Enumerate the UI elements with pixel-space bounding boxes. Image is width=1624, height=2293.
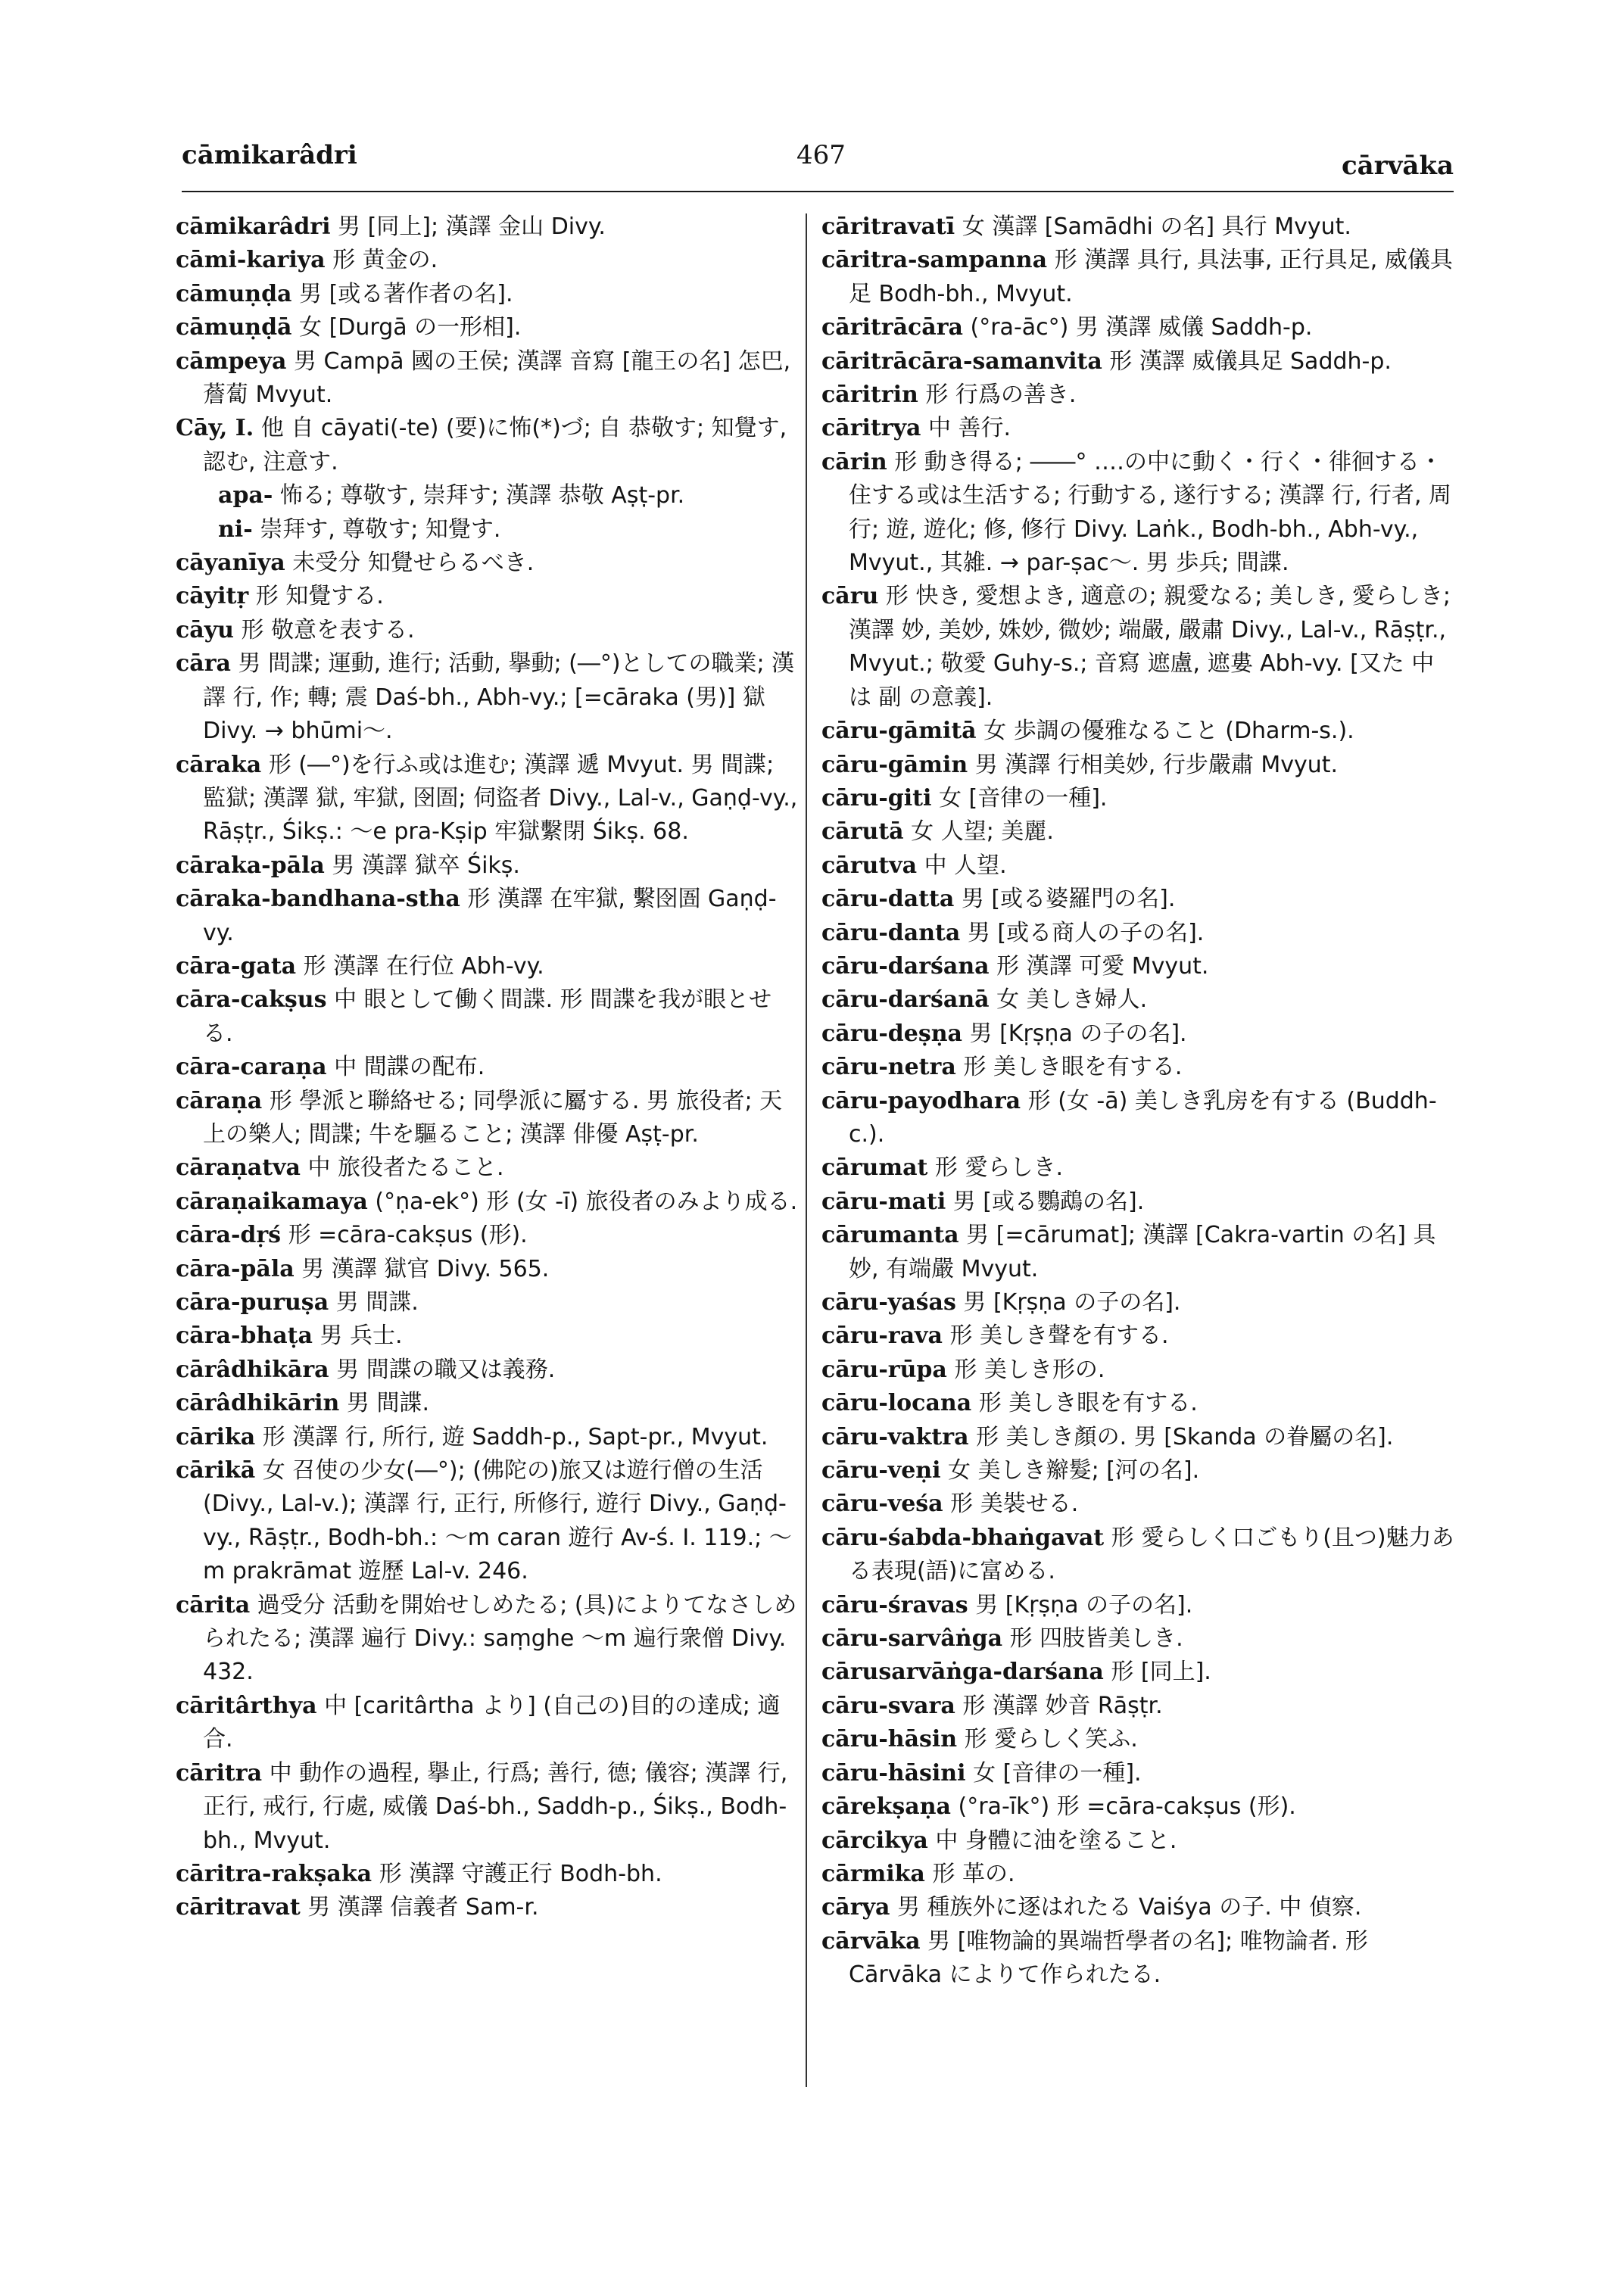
dictionary-entry — [176, 1589, 800, 1690]
entry-headword: cārumanta — [821, 1222, 959, 1249]
entry-headword: cāmpeya — [176, 347, 287, 375]
entry-headword: cārusarvāṅga-darśana — [821, 1659, 1104, 1686]
dictionary-entry — [821, 1589, 1457, 1622]
entry-definition: 形 美しき聲を有する. — [949, 1323, 1169, 1350]
dictionary-entry — [821, 1656, 1457, 1689]
entry-headword: cāru-rava — [821, 1323, 943, 1350]
left-column — [176, 210, 800, 1925]
entry-definition: 女 美しき婦人. — [996, 986, 1148, 1014]
dictionary-entry — [176, 749, 800, 849]
entry-definition: 中 間諜の配布. — [334, 1054, 485, 1081]
dictionary-entry — [176, 1690, 800, 1757]
entry-headword: cāra-gata — [176, 952, 297, 980]
dictionary-entry — [176, 1286, 800, 1319]
entry-headword: cāru-gāmitā — [821, 718, 977, 745]
dictionary-entry — [821, 244, 1457, 311]
dictionary-entry — [176, 1085, 800, 1152]
entry-definition: 形 快き, 愛想よき, 適意の; 親愛なる; 美しき, 愛らしき; 漢譯 妙, 美妙, 姝妙, 微妙; 端嚴, 嚴肅 Divy., Lal-v., Rāṣṭr., Mvyut.; 敬愛 Guhy-s.; 音寫 遮盧, 遮婁 Abh-vy. [又た 中 は 副 の意義]. — [849, 583, 1451, 711]
dictionary-entry — [176, 1757, 800, 1858]
entry-headword: cāraka — [176, 751, 262, 778]
entry-headword: cāra-puruṣa — [176, 1289, 329, 1316]
entry-headword: cāru-hāsini — [821, 1759, 966, 1787]
entry-definition: 男 [同上]; 漢譯 金山 Divy. — [338, 213, 606, 240]
entry-definition: 女 [Durgā の一形相]. — [299, 314, 522, 341]
entry-headword: cāru-locana — [821, 1390, 972, 1417]
dictionary-entry — [821, 1891, 1457, 1924]
dictionary-entry — [176, 412, 800, 479]
dictionary-entry — [821, 917, 1457, 950]
entry-headword: cāritrācāra-samanvita — [821, 347, 1102, 375]
entry-headword: cāru-danta — [821, 919, 961, 946]
right-column — [821, 210, 1457, 1992]
entry-headword: cārutā — [821, 818, 904, 846]
entry-headword: apa- — [218, 482, 273, 509]
dictionary-entry — [176, 1858, 800, 1891]
entry-headword: cāra — [176, 650, 231, 678]
entry-headword: cāru-darśanā — [821, 986, 990, 1014]
entry-definition: 形 漢譯 在行位 Abh-vy. — [303, 952, 544, 980]
entry-headword: cāraka-pāla — [176, 852, 325, 879]
entry-headword: cāritârthya — [176, 1692, 317, 1719]
dictionary-entry — [821, 1286, 1457, 1319]
entry-headword: cāru-gāmin — [821, 751, 968, 778]
entry-definition: 形 行爲の善き. — [925, 382, 1077, 409]
page-header — [0, 140, 1624, 185]
entry-headword: cāritra-rakṣaka — [176, 1860, 372, 1887]
entry-headword: cāyitṛ — [176, 583, 249, 610]
entry-headword: cāmikarâdri — [176, 213, 331, 240]
dictionary-entry — [821, 1151, 1457, 1185]
entry-headword: cāra-dṛś — [176, 1222, 282, 1249]
entry-definition: 中 [caritârtha より] (自己の)目的の達成; 適合. — [203, 1692, 781, 1753]
entry-definition: 男 種族外に逐はれたる Vaiśya の子. 中 偵察. — [896, 1894, 1362, 1921]
dictionary-entry — [176, 244, 800, 277]
dictionary-entry — [176, 1185, 800, 1219]
entry-definition: 女 人望; 美麗. — [911, 818, 1054, 846]
entry-headword: cāru-svara — [821, 1692, 955, 1719]
entry-definition: 男 [唯物論的異端哲學者の名]; 唯物論者. 形 Cārvāka によりて作られたる. — [849, 1927, 1368, 1989]
entry-definition: 女 [音律の一種]. — [938, 784, 1108, 812]
entry-definition: 男 [或る商人の子の名]. — [967, 919, 1205, 946]
dictionary-entry — [176, 647, 800, 748]
entry-definition: 形 漢譯 可愛 Mvyut. — [996, 952, 1209, 980]
dictionary-entry — [821, 983, 1457, 1017]
entry-definition: 男 [或る婆羅門の名]. — [961, 886, 1176, 913]
dictionary-entry — [176, 1454, 800, 1589]
entry-headword: cāmuṇḍa — [176, 280, 292, 307]
entry-definition: 形 (女 -ā) 美しき乳房を有する (Buddh-c.). — [849, 1087, 1437, 1148]
entry-definition: 形 漢譯 在牢獄, 繫囹圄 Gaṇḍ-vy. — [203, 886, 777, 946]
dictionary-entry — [821, 1085, 1457, 1152]
entry-headword: cāritrin — [821, 382, 918, 409]
entry-headword: cāritra-sampanna — [821, 247, 1048, 274]
entry-definition: 形 美しき眼を有する. — [963, 1054, 1183, 1081]
dictionary-entry — [176, 278, 800, 311]
entry-headword: cāru-darśana — [821, 952, 990, 980]
entry-headword: cārmika — [821, 1860, 925, 1887]
dictionary-entry — [821, 1354, 1457, 1387]
entry-headword: cāra-pāla — [176, 1255, 295, 1282]
entry-headword: cāritravat — [176, 1894, 301, 1921]
dictionary-entry — [821, 412, 1457, 445]
entry-definition: 形 美裝せる. — [950, 1491, 1079, 1518]
entry-definition: 男 [Kṛṣṇa の子の名]. — [963, 1289, 1181, 1316]
entry-definition: 形 (―°)を行ふ或は進む; 漢譯 遞 Mvyut. 男 間諜; 監獄; 漢譯 獄, 牢獄, 囹圄; 伺盜者 Divy., Lal-v., Gaṇḍ-vy., Rāṣṭr., Śikṣ.: ～e pra-Kṣip 牢獄繫閉 Śikṣ. 68. — [203, 751, 798, 846]
entry-definition: 男 漢譯 信義者 Sam-r. — [307, 1894, 539, 1921]
entry-headword: cāru-deṣṇa — [821, 1020, 962, 1047]
dictionary-entry — [176, 547, 800, 580]
column-divider — [806, 213, 807, 2087]
entry-definition: 男 [Kṛṣṇa の子の名]. — [975, 1591, 1193, 1618]
dictionary-entry — [821, 1017, 1457, 1051]
dictionary-entry — [821, 580, 1457, 715]
dictionary-entry — [821, 311, 1457, 344]
entry-definition: 男 [=cārumat]; 漢譯 [Cakra-vartin の名] 具妙, 有端嚴 Mvyut. — [849, 1222, 1436, 1282]
entry-definition: 形 知覺する. — [255, 583, 384, 610]
entry-headword: cārika — [176, 1423, 256, 1450]
entry-definition: 形 敬意を表する. — [241, 616, 415, 643]
entry-headword: cāru-veṇi — [821, 1457, 941, 1485]
dictionary-entry — [176, 983, 800, 1051]
dictionary-entry — [821, 1858, 1457, 1891]
dictionary-entry — [176, 513, 800, 547]
dictionary-entry — [821, 1051, 1457, 1084]
entry-definition: 中 動作の過程, 擧止, 行爲; 善行, 德; 儀容; 漢譯 行, 正行, 戒行, 行處, 威儀 Daś-bh., Saddh-p., Śikṣ., Bodh-bh., Mvyut. — [203, 1759, 788, 1854]
dictionary-entry — [176, 950, 800, 983]
entry-definition: 形 愛らしく口ごもり(且つ)魅力ある表現(語)に富める. — [849, 1524, 1454, 1585]
entry-headword: cārita — [176, 1591, 251, 1618]
entry-headword: cāritrācāra — [821, 314, 963, 341]
dictionary-entry — [821, 950, 1457, 983]
entry-headword: cārikā — [176, 1457, 256, 1485]
entry-headword: cāritra — [176, 1759, 263, 1787]
dictionary-entry — [176, 1319, 800, 1353]
entry-headword: Cāy, I. — [176, 415, 254, 442]
entry-headword: cāyanīya — [176, 550, 285, 577]
entry-definition: 形 漢譯 威儀具足 Saddh-p. — [1109, 347, 1392, 375]
dictionary-entry — [176, 1891, 800, 1924]
entry-definition: 男 [Kṛṣṇa の子の名]. — [969, 1020, 1187, 1047]
entry-headword: cāraṇa — [176, 1087, 263, 1114]
entry-definition: 形 動き得る; ――° ‥‥の中に動く・行く・徘徊する・住する或は生活する; 行動する, 遂行する; 漢譯 行, 行者, 周行; 遊, 遊化; 修, 修行 Divy. Laṅk., Bodh-bh., Abh-vy., Mvyut., 其雑. → par-ṣac～. 男 歩兵; 間諜. — [849, 448, 1452, 577]
dictionary-entry — [821, 815, 1457, 849]
dictionary-entry — [821, 1824, 1457, 1858]
running-head-left: cāmikarâdri — [182, 140, 357, 170]
entry-headword: cārutva — [821, 852, 918, 879]
entry-definition: 形 =cāra-cakṣus (形). — [288, 1222, 528, 1249]
entry-definition: 過受分 活動を開始せしめたる; (具)によりてなさしめられたる; 漢譯 遍行 Divy.: saṃghe ～m 遍行衆僧 Divy. 432. — [203, 1591, 797, 1686]
dictionary-entry — [821, 446, 1457, 581]
dictionary-entry — [176, 1253, 800, 1286]
dictionary-entry — [821, 1622, 1457, 1656]
entry-definition: 男 漢譯 行相美妙, 行步嚴肅 Mvyut. — [974, 751, 1339, 778]
entry-definition: 男 間諜; 運動, 進行; 活動, 擧動; (―°)としての職業; 漢譯 行, 作; 轉; 震 Daś-bh., Abh-vy.; [=cāraka (男)] 獄 Divy. → bhūmi～. — [203, 650, 795, 745]
dictionary-entry — [821, 210, 1457, 244]
entry-definition: 男 間諜. — [346, 1390, 429, 1417]
dictionary-entry — [821, 1522, 1457, 1589]
entry-headword: cāru-netra — [821, 1054, 956, 1081]
dictionary-entry — [176, 1387, 800, 1420]
dictionary-entry — [176, 210, 800, 244]
entry-headword: cāmuṇḍā — [176, 314, 292, 341]
dictionary-entry — [176, 1219, 800, 1252]
dictionary-entry — [176, 479, 800, 512]
entry-headword: cāru-datta — [821, 886, 955, 913]
entry-definition: (°ra-īk°) 形 =cāra-cakṣus (形). — [958, 1793, 1296, 1821]
dictionary-entry — [821, 1421, 1457, 1454]
entry-headword: cāru-śabda-bhaṅgavat — [821, 1524, 1105, 1551]
entry-definition: (°ṇa-ek°) 形 (女 -ī) 旅役者のみより成る. — [375, 1188, 798, 1215]
entry-headword: cāru-sarvâṅga — [821, 1625, 1003, 1653]
entry-headword: cāru-giti — [821, 784, 932, 812]
dictionary-entry — [176, 345, 800, 413]
dictionary-entry — [821, 782, 1457, 815]
running-head-right: cārvāka — [1341, 151, 1454, 181]
entry-definition: 女 美しき辮髮; [河の名]. — [948, 1457, 1200, 1485]
entry-headword: cārâdhikārin — [176, 1390, 340, 1417]
dictionary-entry — [821, 883, 1457, 916]
entry-definition: 形 四肢皆美しき. — [1009, 1625, 1183, 1653]
entry-definition: 女 [音律の一種]. — [973, 1759, 1142, 1787]
dictionary-entry — [821, 1690, 1457, 1723]
entry-headword: cārcikya — [821, 1827, 928, 1854]
entry-headword: cārin — [821, 448, 887, 475]
entry-definition: 中 善行. — [928, 415, 1011, 442]
dictionary-entry — [821, 1488, 1457, 1521]
dictionary-entry — [821, 849, 1457, 883]
entry-definition: 女 歩調の優雅なること (Dharm-s.). — [983, 718, 1354, 745]
entry-definition: 未受分 知覺せらるべき. — [292, 550, 535, 577]
dictionary-entry — [821, 1454, 1457, 1488]
dictionary-entry — [821, 715, 1457, 748]
entry-headword: cāru — [821, 583, 879, 610]
entry-definition: 中 旅役者たること. — [307, 1154, 504, 1182]
entry-headword: cāra-caraṇa — [176, 1054, 327, 1081]
entry-headword: cāraṇatva — [176, 1154, 301, 1182]
entry-headword: ni- — [218, 516, 253, 543]
entry-definition: 形 愛らしく笑ふ. — [964, 1726, 1138, 1753]
entry-headword: cāru-mati — [821, 1188, 946, 1215]
entry-definition: 形 美しき眼を有する. — [978, 1390, 1198, 1417]
entry-definition: 中 身體に油を塗ること. — [935, 1827, 1177, 1854]
entry-headword: cāmi-kariya — [176, 247, 326, 274]
dictionary-entry — [176, 1051, 800, 1084]
dictionary-entry — [821, 1757, 1457, 1790]
entry-headword: cāru-vaktra — [821, 1423, 969, 1450]
dictionary-entry — [176, 883, 800, 950]
entry-headword: cāru-veśa — [821, 1491, 943, 1518]
entry-definition: 中 人望. — [924, 852, 1007, 879]
entry-headword: cārvāka — [821, 1927, 921, 1955]
entry-headword: cāru-śravas — [821, 1591, 968, 1618]
dictionary-entry — [176, 1151, 800, 1185]
entry-definition: (°ra-āc°) 男 漢譯 威儀 Saddh-p. — [970, 314, 1313, 341]
entry-definition: 男 漢譯 獄官 Divy. 565. — [301, 1255, 550, 1282]
entry-headword: cāru-rūpa — [821, 1356, 947, 1383]
entry-headword: cāru-payodhara — [821, 1087, 1021, 1114]
dictionary-entry — [821, 1790, 1457, 1824]
dictionary-entry — [176, 311, 800, 344]
entry-headword: cārya — [821, 1894, 890, 1921]
entry-definition: 男 間諜. — [335, 1289, 419, 1316]
dictionary-entry — [821, 1723, 1457, 1756]
entry-definition: 形 漢譯 具行, 具法事, 正行具足, 威儀具足 Bodh-bh., Mvyut. — [849, 247, 1453, 307]
entry-headword: cārâdhikāra — [176, 1356, 329, 1383]
entry-headword: cāra-bhaṭa — [176, 1323, 313, 1350]
entry-headword: cāru-hāsin — [821, 1726, 958, 1753]
entry-definition: 怖る; 尊敬す, 崇拜す; 漢譯 恭敬 Aṣṭ-pr. — [279, 482, 685, 509]
entry-headword: cārumat — [821, 1154, 928, 1182]
dictionary-entry — [176, 1421, 800, 1454]
entry-definition: 形 漢譯 行, 所行, 遊 Saddh-p., Sapt-pr., Mvyut. — [262, 1423, 768, 1450]
entry-definition: 中 眼として働く間諜. 形 間諜を我が眼とせる. — [203, 986, 772, 1047]
dictionary-entry — [821, 749, 1457, 782]
entry-definition: 形 美しき形の. — [954, 1356, 1105, 1383]
entry-definition: 女 召使の少女(―°); (佛陀の)旅又は遊行僧の生活 (Divy., Lal-v.); 漢譯 行, 正行, 所修行, 遊行 Divy., Gaṇḍ-vy., Rāṣṭr., Bodh-bh.: ～m caran 遊行 Av-ś. I. 119.; ～m prakrāmat 遊歷 Lal-v. 246. — [203, 1457, 792, 1585]
entry-definition: 男 [或る著作者の名]. — [299, 280, 513, 307]
dictionary-entry — [821, 1319, 1457, 1353]
entry-definition: 形 美しき顏の. 男 [Skanda の眷屬の名]. — [976, 1423, 1394, 1450]
dictionary-entry — [821, 1185, 1457, 1219]
dictionary-entry — [176, 849, 800, 883]
entry-definition: 形 學派と聯絡せる; 同學派に屬する. 男 旅役者; 天上の樂人; 間諜; 牛を驅ること; 漢譯 俳優 Aṣṭ-pr. — [203, 1087, 783, 1148]
dictionary-entry — [176, 614, 800, 647]
entry-definition: 男 Campā 國の王侯; 漢譯 音寫 [龍王の名] 怎巴, 薝蔔 Mvyut. — [203, 347, 791, 409]
entry-definition: 男 [或る鸚鵡の名]. — [952, 1188, 1145, 1215]
dictionary-entry — [821, 345, 1457, 379]
entry-definition: 形 革の. — [932, 1860, 1015, 1887]
entry-definition: 男 兵士. — [320, 1323, 403, 1350]
dictionary-entry — [821, 1387, 1457, 1420]
dictionary-entry — [821, 379, 1457, 412]
entry-headword: cārekṣaṇa — [821, 1793, 951, 1821]
entry-definition: 形 漢譯 妙音 Rāṣṭr. — [962, 1692, 1163, 1719]
dictionary-entry — [821, 1925, 1457, 1992]
entry-definition: 他 自 cāyati(-te) (要)に怖(*)づ; 自 恭敬す; 知覺す, 認む, 注意す. — [203, 415, 787, 475]
entry-headword: cāyu — [176, 616, 234, 643]
entry-headword: cāritrya — [821, 415, 921, 442]
dictionary-entry — [821, 1219, 1457, 1286]
entry-headword: cāritravatī — [821, 213, 955, 240]
entry-definition: 形 愛らしき. — [934, 1154, 1063, 1182]
entry-headword: cāraṇaikamaya — [176, 1188, 368, 1215]
entry-headword: cāraka-bandhana-stha — [176, 886, 460, 913]
entry-definition: 形 漢譯 守護正行 Bodh-bh. — [379, 1860, 662, 1887]
entry-definition: 男 漢譯 獄卒 Śikṣ. — [332, 852, 520, 879]
entry-definition: 崇拜す, 尊敬す; 知覺す. — [260, 516, 501, 543]
entry-definition: 形 黄金の. — [332, 247, 438, 274]
page-number: 467 — [796, 140, 846, 170]
entry-definition: 女 漢譯 [Samādhi の名] 具行 Mvyut. — [962, 213, 1351, 240]
entry-headword: cāru-yaśas — [821, 1289, 956, 1316]
header-rule — [182, 191, 1454, 192]
entry-headword: cāra-cakṣus — [176, 986, 327, 1014]
dictionary-entry — [176, 580, 800, 613]
dictionary-entry — [176, 1354, 800, 1387]
entry-definition: 男 間諜の職又は義務. — [336, 1356, 556, 1383]
entry-definition: 形 [同上]. — [1111, 1659, 1211, 1686]
